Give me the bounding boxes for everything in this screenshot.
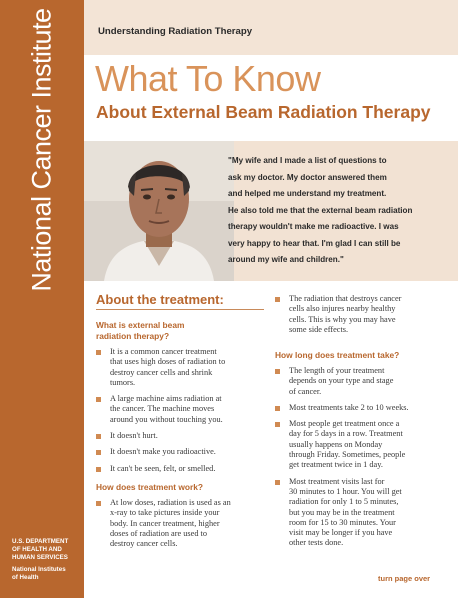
- list-item: [275, 477, 453, 549]
- turn-page-note: turn page over: [378, 574, 431, 583]
- list-item: [96, 464, 266, 474]
- patient-quote: [228, 153, 454, 269]
- bullet-line: A large machine aims radiation at: [110, 394, 222, 404]
- bullet-line: the cancer. The machine moves: [110, 404, 215, 414]
- bullet-line: that uses high doses of radiation to: [110, 357, 226, 367]
- quote-line: around my wife and children.": [228, 255, 344, 264]
- bullet-line: room for 15 to 30 minutes. Your: [289, 517, 396, 527]
- quote-line: ask my doctor. My doctor answered them: [228, 172, 387, 182]
- nih-line: of Health: [12, 574, 39, 581]
- bullet-line: It can't be seen, felt, or smelled.: [110, 463, 216, 473]
- list-item: [96, 498, 268, 549]
- bullet-line: x-ray to take pictures inside your: [110, 508, 220, 518]
- hhs-credit: [12, 538, 84, 582]
- section-heading: About the treatment:: [96, 292, 224, 307]
- dept-line: U.S. DEPARTMENT: [12, 538, 69, 545]
- bullet-line: radiation for only 1 to 5 minutes,: [289, 497, 399, 507]
- quote-line: and helped me understand my treatment.: [228, 189, 387, 198]
- bullet-line: depends on your type and stage: [289, 376, 394, 386]
- bullet-line: Most treatment visits last for: [289, 476, 385, 486]
- bullet-line: The length of your treatment: [289, 366, 385, 375]
- list-item: [96, 347, 266, 388]
- bullet-line: through Friday. Sometimes, people: [289, 450, 406, 460]
- bullet-line: The radiation that destroys cancer: [289, 294, 402, 303]
- bullet-line: At low doses, radiation is used as an: [110, 498, 231, 507]
- bullet-line: usually happens on Monday: [289, 439, 383, 449]
- bullet-line: It is a common cancer treatment: [110, 347, 217, 356]
- bullet-line: some side effects.: [289, 324, 349, 334]
- bullet-line: around you without touching you.: [110, 414, 223, 424]
- divider: [96, 309, 264, 310]
- bullet-line: 30 minutes to 1 hour. You will get: [289, 486, 402, 496]
- bullet-line: tumors.: [110, 377, 136, 387]
- org-name: National Cancer Institute: [26, 8, 57, 292]
- question-heading: How long does treatment take?: [275, 350, 400, 360]
- page-subtitle: About External Beam Radiation Therapy: [96, 102, 431, 122]
- sidebar: [0, 0, 84, 598]
- bullet-line: other tests done.: [289, 538, 344, 548]
- list-item: [275, 403, 453, 413]
- series-title: Understanding Radiation Therapy: [98, 26, 253, 37]
- bullet-line: body. In cancer treatment, higher: [110, 518, 220, 528]
- bullet-line: It doesn't make you radioactive.: [110, 447, 216, 457]
- bullet-line: of cancer.: [289, 386, 322, 396]
- quote-line: therapy wouldn't make me radioactive. I was: [228, 222, 399, 231]
- question-line: What is external beam: [96, 320, 185, 330]
- bullet-line: doses of radiation are used to: [110, 528, 207, 538]
- bullet-list: [96, 347, 266, 480]
- list-item: [96, 394, 266, 425]
- dept-line: HUMAN SERVICES: [12, 554, 68, 561]
- bullet-list: [275, 294, 451, 341]
- dept-line: OF HEALTH AND: [12, 546, 62, 553]
- list-item: [96, 447, 266, 457]
- question-heading: How does treatment work?: [96, 482, 204, 492]
- bullet-line: It doesn't hurt.: [110, 431, 158, 441]
- bullet-line: day for 5 days in a row. Treatment: [289, 429, 403, 439]
- quote-line: He also told me that the external beam radiation: [228, 205, 413, 215]
- question-line: radiation therapy?: [96, 331, 170, 341]
- bullet-line: cells. This is why you may have: [289, 314, 396, 324]
- list-item: [275, 419, 453, 470]
- bullet-list: [96, 498, 268, 555]
- bullet-line: get treatment twice in 1 day.: [289, 460, 383, 470]
- bullet-line: but you may be in the treatment: [289, 507, 395, 517]
- bullet-line: visit may be longer if you have: [289, 528, 393, 538]
- question-heading: [96, 320, 184, 342]
- bullet-line: Most people get treatment once a: [289, 419, 400, 429]
- bullet-line: destroy cancer cells and shrink: [110, 367, 213, 377]
- list-item: [96, 431, 266, 441]
- bullet-line: cells also injures nearby healthy: [289, 304, 396, 314]
- list-item: [275, 366, 453, 397]
- bullet-line: destroy cancer cells.: [110, 539, 178, 549]
- patient-photo: [84, 141, 234, 281]
- nih-line: National Institutes: [12, 566, 66, 573]
- bullet-line: Most treatments take 2 to 10 weeks.: [289, 402, 409, 412]
- page-title: What To Know: [95, 58, 321, 99]
- bullet-list: [275, 366, 453, 555]
- quote-line: very happy to hear that. I'm glad I can still be: [228, 238, 401, 248]
- list-item: [275, 294, 451, 335]
- quote-line: "My wife and I made a list of questions to: [228, 156, 387, 165]
